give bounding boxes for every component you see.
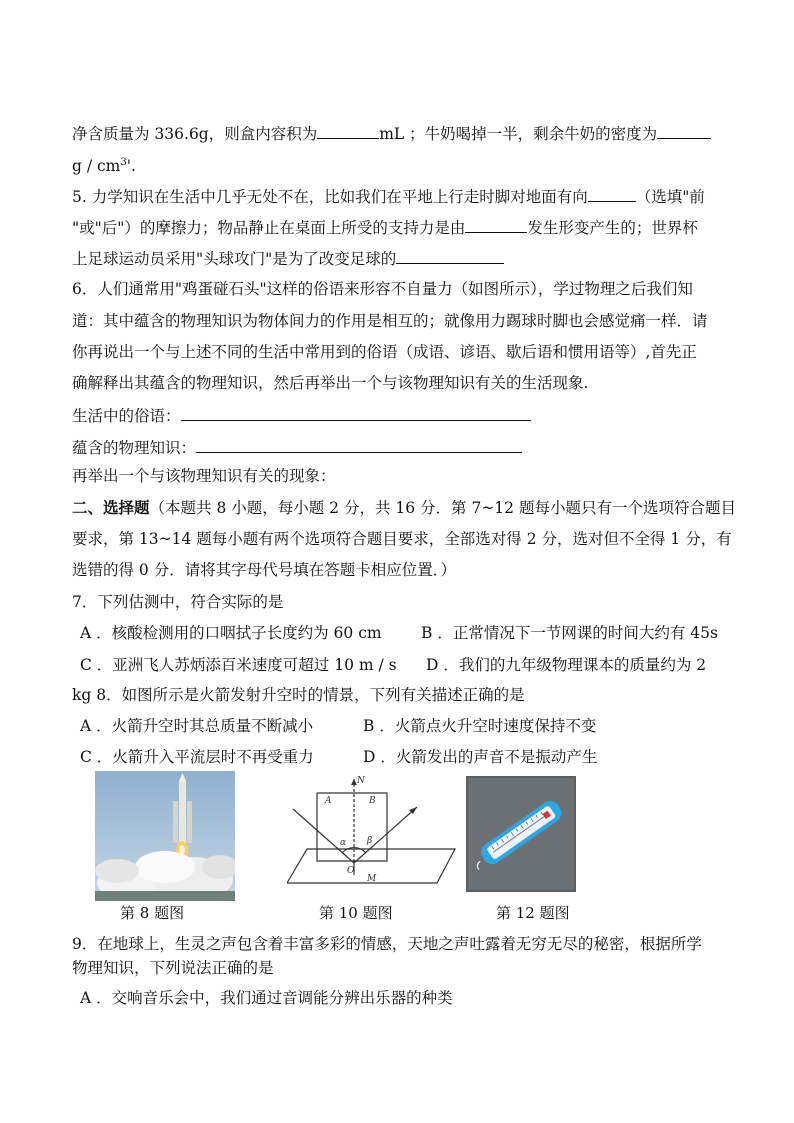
- label-alpha: α: [340, 838, 347, 848]
- answer-blank[interactable]: [657, 122, 711, 139]
- label-m: M: [367, 874, 377, 884]
- reflection-diagram: [287, 771, 457, 901]
- label-n: N: [357, 776, 365, 786]
- caption-figure-8: 第 8 题图: [120, 904, 185, 922]
- q9-option-a[interactable]: A ．交响音乐会中，我们通过音调能分辨出乐器的种类: [80, 989, 453, 1007]
- spring-scale-photo: [466, 776, 576, 892]
- q5-line-2: "或"后"）的摩擦力；物品静止在桌面上所受的支持力是由 发生形变产生的；世界杯: [72, 216, 698, 238]
- q7-option-b[interactable]: B ．正常情况下一节网课的时间大约有 45s: [421, 624, 718, 642]
- q6-line-3: 你再说出一个与上述不同的生活中常用到的俗语（成语、谚语、歇后语和惯用语等）,首先正: [72, 343, 697, 361]
- q6-line-2: 道：其中蕴含的物理知识为物体间力的作用是相互的；就像用力踢球时脚也会感觉痛一样．请: [72, 312, 708, 330]
- knowledge-blank[interactable]: [196, 436, 522, 453]
- answer-blank[interactable]: [396, 247, 504, 264]
- q7-d-continued-q8-stem: kg 8．如图所示是火箭发射升空时的情景，下列有关描述正确的是: [72, 686, 525, 704]
- label-beta: β: [367, 836, 373, 846]
- q8-option-d[interactable]: D ．火箭发出的声音不是振动产生: [363, 748, 598, 766]
- section2-line-1: 二、选择题（本题共 8 小题，每小题 2 分，共 16 分．第 7~12 题每小题只有一个选项符合题目: [72, 498, 736, 517]
- q8-option-c[interactable]: C ．火箭升入平流层时不再受重力: [80, 748, 314, 766]
- q6-phenomenon-line: 再举出一个与该物理知识有关的现象：: [72, 467, 336, 485]
- q9-line-2: 物理知识，下列说法正确的是: [72, 959, 274, 977]
- label-o: O: [347, 866, 355, 876]
- q8-option-a[interactable]: A ．火箭升空时其总质量不断减小: [80, 717, 314, 735]
- q5-line-1: 5. 力学知识在生活中几乎无处不在，比如我们在平地上行走时脚对地面有向 （选填"前: [72, 185, 705, 207]
- q9-line-1: 9．在地球上，生灵之声包含着丰富多彩的情感，天地之声吐露着无穷无尽的秘密，根据所学: [72, 935, 702, 953]
- q7-option-c[interactable]: C ．亚洲飞人苏炳添百米速度可超过 10 m / s: [80, 656, 397, 674]
- proverb-blank[interactable]: [181, 404, 531, 421]
- answer-blank[interactable]: [588, 185, 636, 202]
- label-b: B: [369, 796, 376, 806]
- caption-figure-10: 第 10 题图: [319, 904, 393, 922]
- q7-stem: 7．下列估测中，符合实际的是: [72, 593, 284, 611]
- answer-blank[interactable]: [317, 122, 379, 139]
- q8-option-b[interactable]: B ．火箭点火升空时速度保持不变: [363, 717, 597, 735]
- q4-line-1: 净含质量为 336.6g，则盒内容积为 mL ；牛奶喝掉一半，剩余牛奶的密度为: [72, 122, 711, 144]
- q4-line-2: g / $cm^3'$.: [72, 157, 136, 176]
- q5-line-3: 上足球运动员采用"头球攻门"是为了改变足球的: [72, 247, 504, 269]
- q6-line-4: 确解释出其蕴含的物理知识，然后再举出一个与该物理知识有关的生活现象.: [72, 374, 589, 392]
- label-a: A: [325, 796, 332, 806]
- q6-knowledge-line: 蕴含的物理知识：: [72, 436, 522, 458]
- q7-option-a[interactable]: A ．核酸检测用的口咽拭子长度约为 60 cm: [80, 624, 382, 642]
- rocket-launch-photo: [95, 771, 235, 901]
- section-title: 二、选择题: [72, 498, 150, 517]
- q6-proverb-line: 生活中的俗语：: [72, 404, 531, 426]
- q6-line-1: 6．人们通常用"鸡蛋碰石头"这样的俗语来形容不自量力（如图所示），学过物理之后我们知: [72, 280, 693, 298]
- answer-blank[interactable]: [465, 216, 527, 233]
- section2-line-2: 要求，第 13~14 题每小题有两个选项符合题目要求，全部选对得 2 分，选对但不全得 1 分，有: [72, 530, 732, 548]
- section2-line-3: 选错的得 0 分．请将其字母代号填在答题卡相应位置．）: [72, 561, 456, 579]
- caption-figure-12: 第 12 题图: [496, 904, 570, 922]
- q7-option-d[interactable]: D ．我们的九年级物理课本的质量约为 2: [426, 656, 707, 674]
